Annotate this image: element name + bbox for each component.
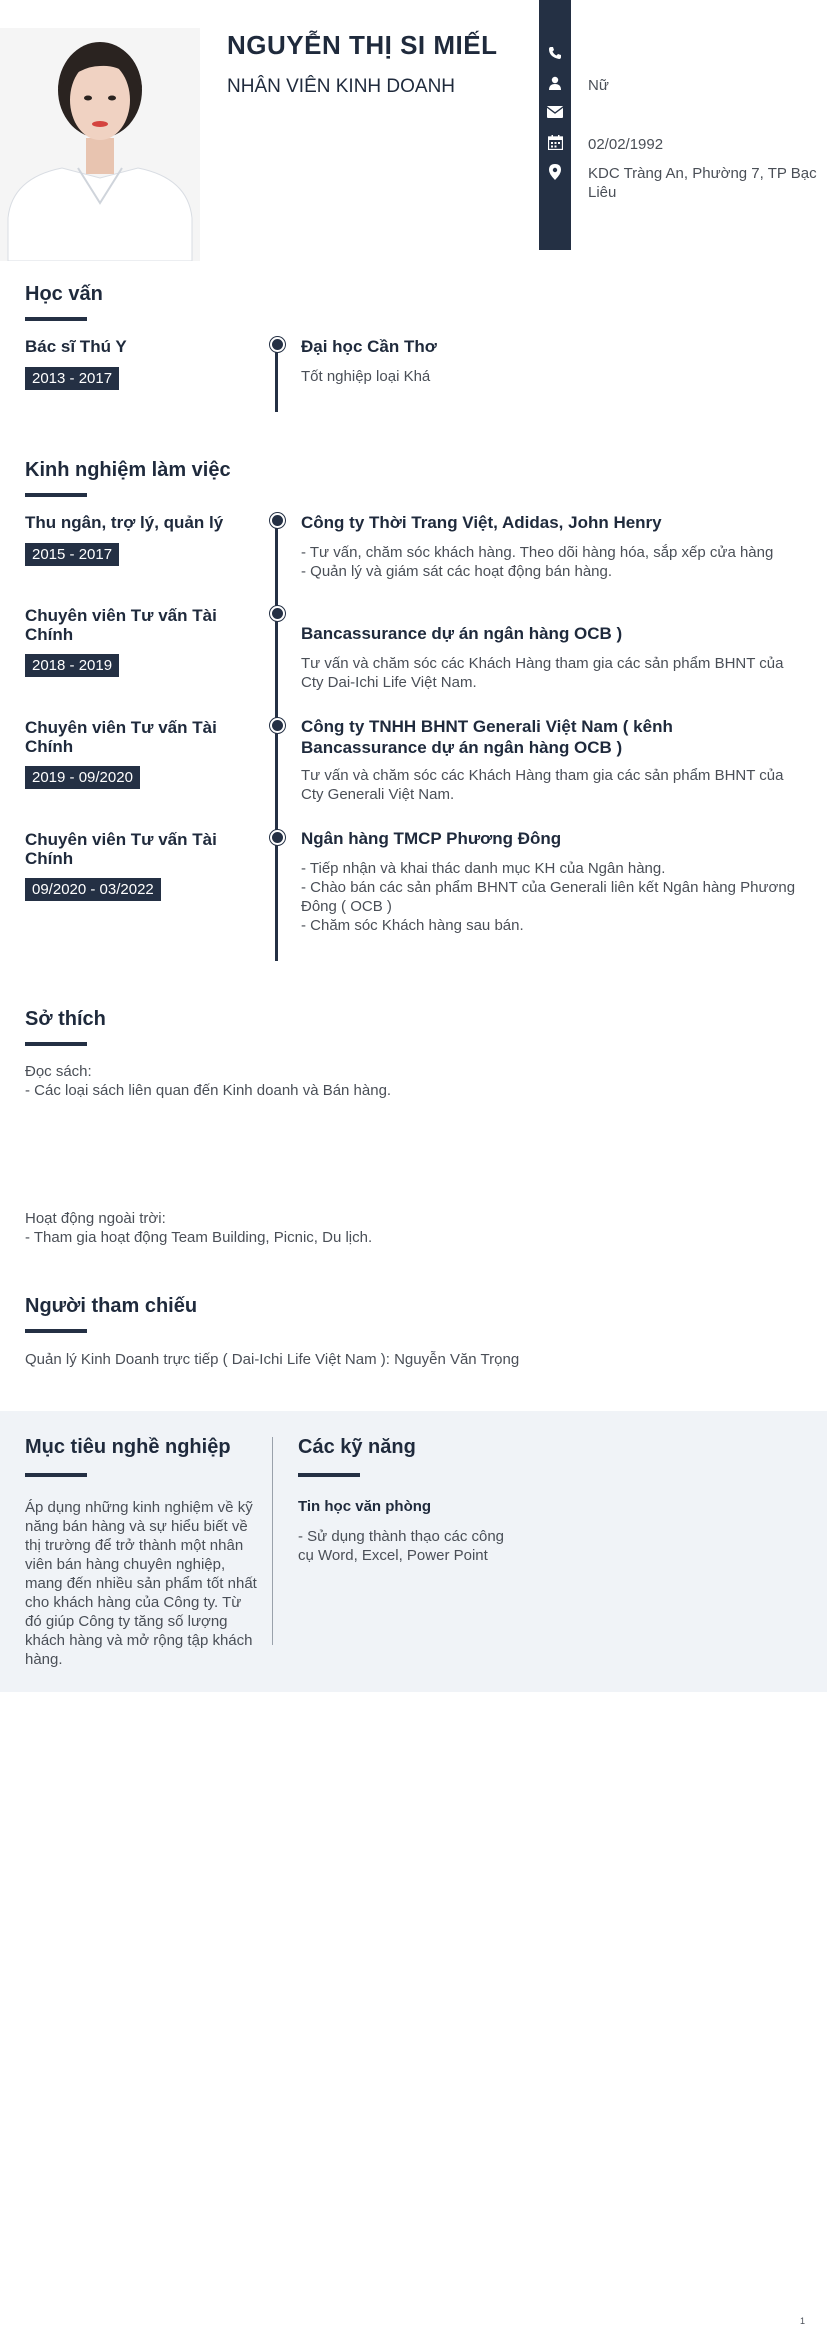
education-note: Tốt nghiệp loại Khá [301, 368, 431, 385]
heading-underline [25, 493, 87, 497]
hobby-reading: Đọc sách: - Các loại sách liên quan đến Kinh doanh và Bán hàng. [25, 1063, 392, 1099]
experience-company: Bancassurance dự án ngân hàng OCB ) [301, 624, 623, 643]
experience-role: Chuyên viên Tư vấn Tài Chính [25, 606, 217, 644]
timeline-dot [270, 718, 285, 733]
education-period-badge: 2013 - 2017 [25, 367, 119, 390]
experience-role: Chuyên viên Tư vấn Tài Chính [25, 830, 217, 868]
references-heading: Người tham chiếu [25, 1295, 198, 1317]
experience-description: - Tư vấn, chăm sóc khách hàng. Theo dõi hàng hóa, sắp xếp cửa hàng - Quản lý và giám sát các hoạt động bán hàng. [301, 544, 774, 580]
experience-period-badge: 2015 - 2017 [25, 543, 119, 566]
calendar-icon [539, 131, 571, 153]
envelope-icon [539, 101, 571, 123]
candidate-name: NGUYỄN THỊ SI MIẾL [227, 30, 498, 60]
person-portrait [0, 28, 200, 261]
experience-period-badge: 2019 - 09/2020 [25, 766, 140, 789]
map-marker-icon [539, 161, 571, 183]
heading-underline [25, 1473, 87, 1477]
experience-heading: Kinh nghiệm làm việc [25, 459, 231, 481]
heading-underline [298, 1473, 360, 1477]
page-number: 1 [800, 2316, 806, 2326]
column-divider [272, 1437, 273, 1645]
profile-photo [0, 28, 200, 261]
education-degree: Bác sĩ Thú Y [25, 337, 127, 356]
contact-birthday: 02/02/1992 [588, 136, 664, 153]
experience-description: Tư vấn và chăm sóc các Khách Hàng tham gia các sản phẩm BHNT của Cty Generali Việt Nam. [301, 767, 784, 803]
timeline-line [275, 346, 278, 412]
user-icon [539, 72, 571, 94]
experience-description: - Tiếp nhận và khai thác danh mục KH của Ngân hàng. - Chào bán các sản phẩm BHNT của Generali liên kết Ngân hàng Phương Đông ( OCB ) - Chăm sóc Khách hàng sau bán. [301, 860, 796, 934]
job-title: NHÂN VIÊN KINH DOANH [227, 76, 456, 97]
skill-name: Tin học văn phòng [298, 1498, 432, 1515]
experience-company: Công ty TNHH BHNT Generali Việt Nam ( kênh Bancassurance dự án ngân hàng OCB ) [301, 717, 673, 757]
hobbies-heading: Sở thích [25, 1008, 106, 1030]
timeline-dot [270, 337, 285, 352]
contact-gender: Nữ [588, 77, 609, 94]
objective-text: Áp dụng những kinh nghiệm về kỹ năng bán hàng và sự hiểu biết về thị trường để trở thành một nhân viên bán hàng chuyên nghiệp, mang đến nhiều sản phẩm tốt nhất cho khách hàng của Công ty. Từ đó giúp Công ty tăng số lượng khách hàng và mở rộng tập khách hàng. [25, 1499, 257, 1668]
education-school: Đại học Cần Thơ [301, 337, 437, 356]
skills-heading: Các kỹ năng [298, 1436, 416, 1458]
objective-heading: Mục tiêu nghề nghiệp [25, 1436, 231, 1458]
experience-company: Ngân hàng TMCP Phương Đông [301, 829, 562, 848]
timeline-dot [270, 606, 285, 621]
heading-underline [25, 317, 87, 321]
experience-period-badge: 2018 - 2019 [25, 654, 119, 677]
heading-underline [25, 1329, 87, 1333]
timeline-line [275, 522, 278, 961]
timeline-dot [270, 830, 285, 845]
contact-icon-bar [539, 0, 571, 250]
timeline-dot [270, 513, 285, 528]
experience-period-badge: 09/2020 - 03/2022 [25, 878, 161, 901]
phone-icon [539, 42, 571, 64]
experience-description: Tư vấn và chăm sóc các Khách Hàng tham gia các sản phẩm BHNT của Cty Dai-Ichi Life Việt Nam. [301, 655, 784, 691]
experience-role: Chuyên viên Tư vấn Tài Chính [25, 718, 217, 756]
reference-text: Quản lý Kinh Doanh trực tiếp ( Dai-Ichi Life Việt Nam ): Nguyễn Văn Trọng [25, 1351, 520, 1368]
education-heading: Học vấn [25, 283, 103, 305]
experience-company: Công ty Thời Trang Việt, Adidas, John Henry [301, 513, 662, 532]
contact-address: KDC Tràng An, Phường 7, TP Bạc Liêu [588, 165, 817, 201]
experience-role: Thu ngân, trợ lý, quản lý [25, 513, 224, 532]
heading-underline [25, 1042, 87, 1046]
skill-description: - Sử dụng thành thạo các công cụ Word, Excel, Power Point [298, 1528, 505, 1564]
hobby-outdoor: Hoạt động ngoài trời: - Tham gia hoạt động Team Building, Picnic, Du lịch. [25, 1210, 373, 1246]
